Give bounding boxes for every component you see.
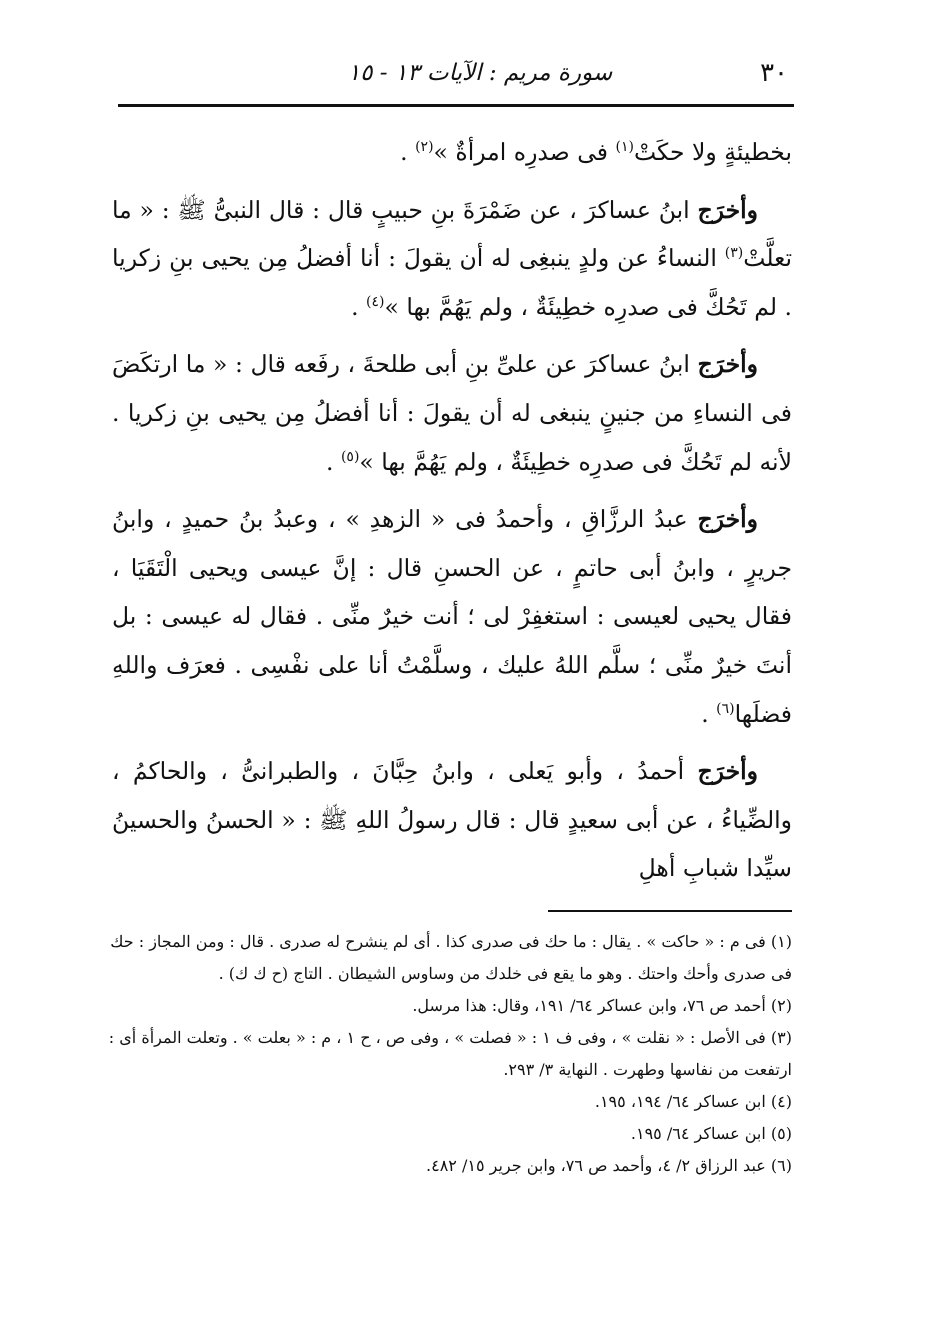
header-rule — [118, 104, 794, 107]
footnote-marker: (٢) — [415, 139, 434, 156]
paragraph-text: أحمدُ ، وأبو يَعلى ، وابنُ حِبَّانَ ، والطبرانىُّ ، والحاكمُ ، والضِّياءُ ، عن أبى سعيدٍ قال : قال رسولُ اللهِ ﷺ : « الحسنُ والحسينُ سيِّدا شبابِ أهلِ — [112, 757, 792, 883]
footnote-3: (٣) فى الأصل : « نقلت » ، وفى ف ١ : « فصلت » ، وفى ص ، ح ١ ، م : « بعلت » . وتعلت المرأة أى : ارتفعت من نفاسها وطهرت . النهاية ٣/ ٢٩٣. — [108, 1028, 792, 1079]
footnote-marker: (٣) — [724, 245, 744, 262]
paragraph-text: عبدُ الرزَّاقِ ، وأحمدُ فى « الزهدِ » ، وعبدُ بنُ حميدٍ ، وابنُ جريرٍ ، وابنُ أبى حاتمٍ ، عن الحسنِ قال : إنَّ عيسى ويحيى الْتَقَيَا ، فقال يحيى لعيسى : استغفِرْ لى ؛ أنت خيرٌ منِّى . فقال له عيسى : بل أنتَ خيرٌ منِّى ؛ سلَّم اللهُ عليك ، وسلَّمْتُ أنا على نفْسِى . فعرَف واللهِ فضلَها — [112, 505, 792, 728]
footnote-marker: (٤) — [366, 293, 385, 310]
paragraph-lead-word: وأخرَج — [697, 505, 758, 534]
paragraph-text: ابنُ عساكرَ عن علىِّ بنِ أبى طلحةَ ، رفَعه قال : « ما ارتكَضَ فى النساءِ من جنينٍ ينبغى له أن يقولَ : أنا أفضلُ مِن يحيى بنِ زكريا . لأنه لم تَحُكَّ فى صدرِه خطِيئَةٌ ، ولم يَهُمَّ بها » — [112, 350, 792, 476]
paragraph-text: . — [701, 699, 717, 728]
footnote-2: (٢) أحمد ص ٧٦، وابن عساكر ٦٤/ ١٩١، وقال: هذا مرسل. — [412, 996, 792, 1015]
paragraph-lead-word: وأخرَج — [697, 195, 758, 224]
paragraph-text: النساءُ عن ولدٍ ينبغِى له أن يقولَ : أنا أفضلُ مِن يحيى بنِ زكريا . لم تَحُكَّ فى صدرِه خطِيئَةٌ ، ولم يَهُمَّ بها » — [112, 244, 792, 321]
footnote-separator — [548, 910, 792, 912]
paragraph-4 — [112, 495, 792, 738]
main-text — [112, 128, 792, 902]
footnote-5: (٥) ابن عساكر ٦٤/ ١٩٥. — [630, 1124, 792, 1143]
paragraph-text: . — [326, 447, 341, 476]
paragraph-3 — [112, 340, 792, 486]
paragraph-1 — [112, 128, 792, 177]
footnote-marker: (٥) — [340, 448, 360, 465]
paragraph-text: . — [351, 292, 367, 321]
paragraph-lead-word: وأخرَج — [697, 350, 758, 379]
footnotes — [100, 926, 792, 1182]
paragraph-lead-word: وأخرَج — [697, 757, 758, 786]
footnote-marker: (١) — [615, 139, 634, 156]
paragraph-2 — [112, 186, 792, 332]
page-number: ٣٠ — [760, 58, 788, 88]
paragraph-text: فى صدرِه امرأةٌ » — [433, 138, 616, 166]
paragraph-text: . — [400, 138, 416, 166]
paragraph-text: بخطيئةٍ ولا حكَتْ — [633, 138, 792, 166]
footnote-6: (٦) عبد الرزاق ٢/ ٤، وأحمد ص ٧٦، وابن جرير ١٥/ ٤٨٢. — [426, 1156, 792, 1175]
page-header — [120, 52, 792, 98]
running-title: سورة مريم : الآيات ١٣ - ١٥ — [347, 60, 613, 86]
paragraph-text: ابنُ عساكرَ ، عن ضَمْرَةَ بنِ حبيبٍ قال : قال النبىُّ ﷺ : « ما تعلَّتْ — [112, 195, 792, 273]
footnote-1: (١) فى م : « حاكت » . يقال : ما حك فى صدرى كذا . أى لم ينشرح له صدرى . قال : ومن المجاز : حك فى صدرى وأحك واحتك . وهو ما يقع فى خلدك من وساوس الشيطان . التاج (ح ك ك) . — [110, 932, 792, 983]
footnote-4: (٤) ابن عساكر ٦٤/ ١٩٤، ١٩٥. — [594, 1092, 792, 1111]
footnote-marker: (٦) — [716, 700, 735, 717]
paragraph-5 — [112, 747, 792, 893]
